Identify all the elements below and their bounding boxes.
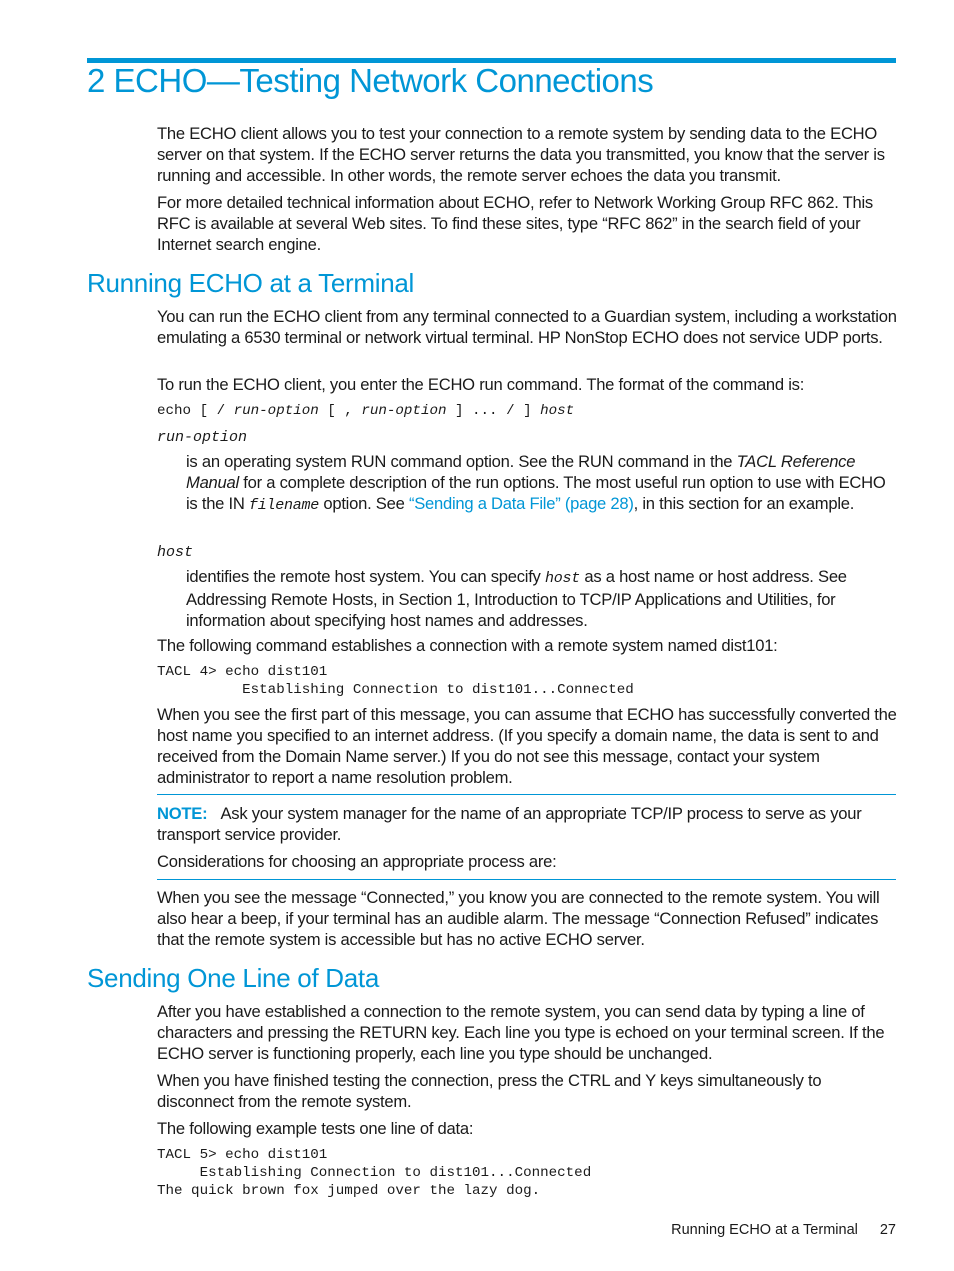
command-syntax: echo [ / run-option [ , run-option ] ... / ] host xyxy=(157,403,575,419)
link-sending-a-data-file[interactable]: “Sending a Data File” (page 28) xyxy=(408,494,634,513)
definition-run-option: is an operating system RUN command option. See the RUN command in the TACL Reference Manual for a complete description of the run options. The most useful run option to use with ECHO is the IN filename option. See “Sending a Data File” (page 28), in this section for an example. xyxy=(186,452,886,514)
running-paragraph-1: You can run the ECHO client from any terminal connected to a Guardian system, including a workstation emulating a 6530 terminal or network virtual terminal. HP NonStop ECHO does not service UDP ports. xyxy=(157,307,897,347)
chapter-title: 2 ECHO—Testing Network Connections xyxy=(87,62,654,99)
intro-paragraph-1: The ECHO client allows you to test your connection to a remote system by sending data to the ECHO server on that system. If the ECHO server returns the data you transmitted, you know that the server is running and accessible. In other words, the remote server echoes the data you transmit. xyxy=(157,124,885,185)
definition-host: identifies the remote host system. You can specify host as a host name or host address. See Addressing Remote Hosts, in Section 1, Introduction to TCP/IP Applications and Utilities, for information about specifying host names and addresses. xyxy=(186,567,847,630)
section-heading-running-echo: Running ECHO at a Terminal xyxy=(87,268,414,298)
note-top-rule xyxy=(157,794,896,795)
note-text-2: Considerations for choosing an appropriate process are: xyxy=(157,852,557,871)
code-example-one-line: TACL 5> echo dist101 Establishing Connection to dist101...Connected The quick brown fox jumped over the lazy dog. xyxy=(157,1147,592,1199)
term-run-option: run-option xyxy=(157,429,248,446)
footer-section-title: Running ECHO at a Terminal xyxy=(671,1222,858,1238)
running-paragraph-3: The following command establishes a connection with a remote system named dist101: xyxy=(157,636,778,655)
sending-paragraph-1: After you have established a connection to the remote system, you can send data by typing a line of characters and pressing the RETURN key. Each line you type is echoed on your terminal screen. If the ECHO server is functioning properly, each line you type should be unchanged. xyxy=(157,1002,885,1063)
code-example-connect: TACL 4> echo dist101 Establishing Connection to dist101...Connected xyxy=(157,664,634,698)
note-text: NOTE: Ask your system manager for the name of an appropriate TCP/IP process to serve as your transport service provider. xyxy=(157,804,862,844)
note-bottom-rule xyxy=(157,879,896,880)
term-host: host xyxy=(157,544,194,561)
section-heading-sending-one-line: Sending One Line of Data xyxy=(87,963,380,993)
running-paragraph-2: To run the ECHO client, you enter the ECHO run command. The format of the command is: xyxy=(157,375,805,394)
note-label: NOTE: xyxy=(157,804,208,823)
sending-paragraph-2: When you have finished testing the connection, press the CTRL and Y keys simultaneously to disconnect from the remote system. xyxy=(157,1071,822,1111)
page-footer xyxy=(671,1222,896,1238)
running-paragraph-4: When you see the first part of this message, you can assume that ECHO has successfully converted the host name you specified to an internet address. (If you specify a domain name, the data is sent to and received from the Domain Name server.) If you do not see this message, contact your system administrator to report a name resolution problem. xyxy=(157,705,897,787)
running-paragraph-5: When you see the message “Connected,” you know you are connected to the remote system. You will also hear a beep, if your terminal has an audible alarm. The message “Connection Refused” indicates that the remote system is accessible but has no active ECHO server. xyxy=(157,888,880,949)
page-number: 27 xyxy=(879,1222,896,1238)
intro-paragraph-2: For more detailed technical information about ECHO, refer to Network Working Group RFC 862. This RFC is available at several Web sites. To find these sites, type “RFC 862” in the search field of your Internet search engine. xyxy=(157,193,873,254)
sending-paragraph-3: The following example tests one line of data: xyxy=(157,1119,474,1138)
